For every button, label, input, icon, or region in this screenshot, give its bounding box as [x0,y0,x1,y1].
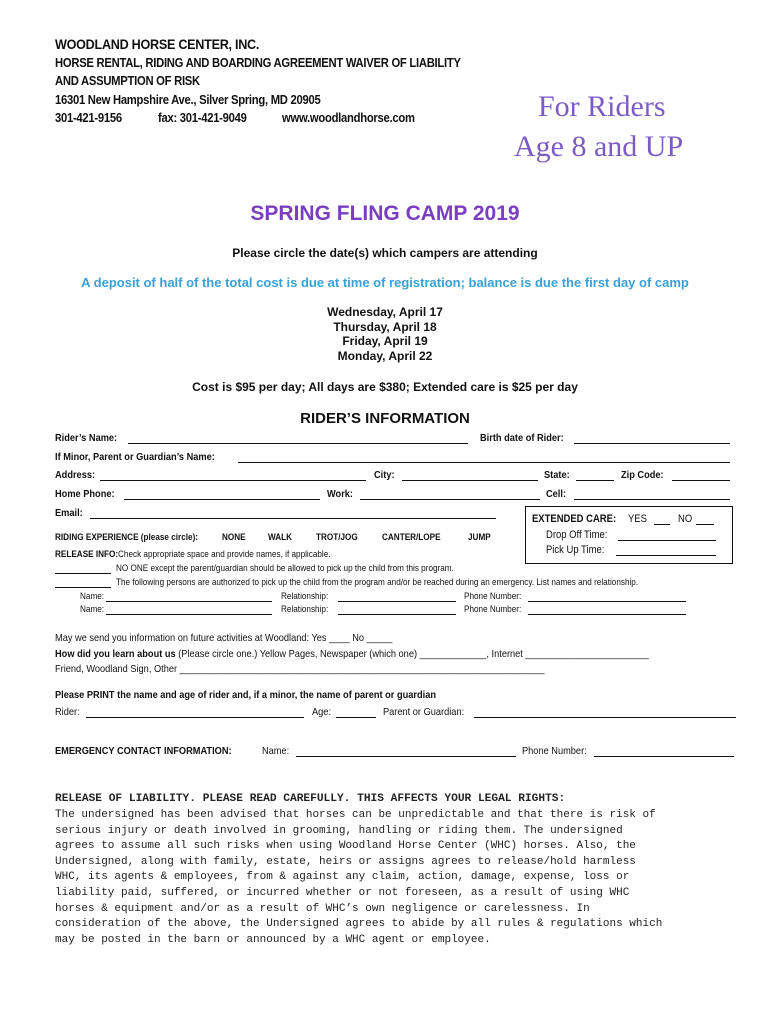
emergency-phone-label: Phone Number: [522,745,587,757]
auth-relationship-field[interactable] [338,614,456,615]
print-heading: Please PRINT the name and age of rider and, if a minor, the name of parent or guardian [55,689,436,701]
address-label: Address: [55,469,96,481]
drop-off-field[interactable] [618,540,716,541]
rider-info-heading: RIDER’S INFORMATION [300,410,470,427]
release-option1: NO ONE except the parent/guardian should be allowed to pick up the child from this program. [116,563,454,574]
emergency-phone-field[interactable] [594,756,734,757]
rider-name-label: Rider’s Name: [55,432,118,444]
birth-date-label: Birth date of Rider: [480,432,564,444]
guardian-name-label: If Minor, Parent or Guardian’s Name: [55,451,215,463]
auth-relationship-label: Relationship: [281,591,329,602]
cost-info: Cost is $95 per day; All days are $380; Extended care is $25 per day [192,380,578,394]
extended-care-no[interactable]: NO [678,513,693,525]
auth-name-label: Name: [80,591,105,602]
experience-option[interactable]: WALK [268,532,293,543]
pick-up-label: Pick Up Time: [546,544,605,556]
guardian-name-field[interactable] [238,462,730,463]
emergency-label: EMERGENCY CONTACT INFORMATION: [55,745,232,757]
auth-phone-label: Phone Number: [464,591,522,602]
learn-about-options[interactable]: (Please circle one.) Yellow Pages, Newspaper (which one) _____________, Internet ________________________ [178,648,649,660]
experience-label: RIDING EXPERIENCE (please circle): [55,532,199,543]
promo-line1: For Riders [538,90,666,123]
agreement-subtitle: AND ASSUMPTION OF RISK [55,74,200,88]
print-guardian-label: Parent or Guardian: [383,706,465,718]
home-phone-label: Home Phone: [55,488,115,500]
org-website[interactable]: www.woodlandhorse.com [282,111,415,125]
org-phone: 301-421-9156 [55,111,122,125]
release-option2: The following persons are authorized to pick up the child from the program and/or be reached during an emergency. List names and relationship. [116,577,639,588]
address-field[interactable] [100,480,366,481]
extended-care-no-field[interactable] [696,524,714,525]
org-address: 16301 New Hampshire Ave., Silver Spring, MD 20905 [55,93,321,107]
print-rider-label: Rider: [55,706,80,718]
send-info-question[interactable]: May we send you information on future activities at Woodland: Yes ____ No _____ [55,632,393,644]
city-field[interactable] [402,480,538,481]
auth-phone-field[interactable] [528,614,686,615]
extended-care-box [525,506,733,564]
experience-option[interactable]: JUMP [468,532,491,543]
city-label: City: [374,469,395,481]
auth-name-field[interactable] [106,614,272,615]
learn-about-question [55,648,649,660]
camp-date[interactable]: Friday, April 19 [342,334,428,348]
print-guardian-field[interactable] [474,717,736,718]
birth-date-field[interactable] [574,443,730,444]
learn-about-label: How did you learn about us [55,648,176,660]
emergency-name-label: Name: [262,745,290,757]
drop-off-label: Drop Off Time: [546,529,608,541]
extended-care-yes-field[interactable] [654,524,670,525]
release-option2-check[interactable] [55,587,111,588]
emergency-name-field[interactable] [296,756,516,757]
experience-option[interactable]: NONE [222,532,246,543]
email-label: Email: [55,507,83,519]
cell-label: Cell: [546,488,567,500]
release-info-label: RELEASE INFO: [55,549,119,560]
state-label: State: [544,469,570,481]
home-phone-field[interactable] [124,499,320,500]
deposit-notice: A deposit of half of the total cost is due at time of registration; balance is due the first day of camp [81,275,689,290]
agreement-title: HORSE RENTAL, RIDING AND BOARDING AGREEMENT WAIVER OF LIABILITY [55,56,461,70]
learn-about-options-2[interactable]: Friend, Woodland Sign, Other _______________________________________________________________________ [55,663,545,675]
release-heading: RELEASE OF LIABILITY. PLEASE READ CAREFULLY. THIS AFFECTS YOUR LEGAL RIGHTS: [55,793,566,805]
auth-phone-label: Phone Number: [464,604,522,615]
print-rider-field[interactable] [86,717,304,718]
print-age-label: Age: [312,706,332,718]
zip-label: Zip Code: [621,469,664,481]
camp-date[interactable]: Thursday, April 18 [333,320,437,334]
work-phone-field[interactable] [360,499,540,500]
state-field[interactable] [576,480,614,481]
org-fax: fax: 301-421-9049 [158,111,247,125]
auth-name-field[interactable] [106,601,272,602]
release-info-instruction: Check appropriate space and provide names, if applicable. [118,549,331,560]
release-body: The undersigned has been advised that horses can be unpredictable and that there is risk of serious injury or death involved in grooming, handling or riding them. The undersigned agrees to assume all such risks when using Woodland Horse Center (WHC) horses. Also, the Undersigned, along with family, estate, heirs or assigns agrees to release/hold harmless WHC, its agents & employees, from & against any claim, action, damage, expense, loss or liability paid, suffered, or incurred whether or not foreseen, as a result of using WHC horses & equipment and/or as a result of WHC’s own negligence or carelessness. In consideration of the above, the Undersigned agrees to abide by all rules & regulations which may be posted in the barn or announced by a WHC agent or employee. [55,809,663,946]
camp-title: SPRING FLING CAMP 2019 [250,202,520,225]
experience-option[interactable]: CANTER/LOPE [382,532,441,543]
camp-date[interactable]: Wednesday, April 17 [327,305,443,319]
extended-care-yes[interactable]: YES [628,513,647,525]
release-option1-check[interactable] [55,573,111,574]
rider-name-field[interactable] [128,443,468,444]
cell-field[interactable] [574,499,730,500]
auth-relationship-field[interactable] [338,601,456,602]
print-age-field[interactable] [336,717,376,718]
extended-care-label: EXTENDED CARE: [532,513,617,525]
work-phone-label: Work: [327,488,354,500]
experience-option[interactable]: TROT/JOG [316,532,358,543]
auth-name-label: Name: [80,604,105,615]
camp-date[interactable]: Monday, April 22 [337,349,433,363]
promo-line2: Age 8 and UP [514,130,684,163]
camp-instruction: Please circle the date(s) which campers are attending [232,246,538,260]
zip-field[interactable] [672,480,730,481]
auth-relationship-label: Relationship: [281,604,329,615]
pick-up-field[interactable] [616,555,716,556]
email-field[interactable] [90,518,496,519]
org-name: WOODLAND HORSE CENTER, INC. [55,36,260,52]
auth-phone-field[interactable] [528,601,686,602]
